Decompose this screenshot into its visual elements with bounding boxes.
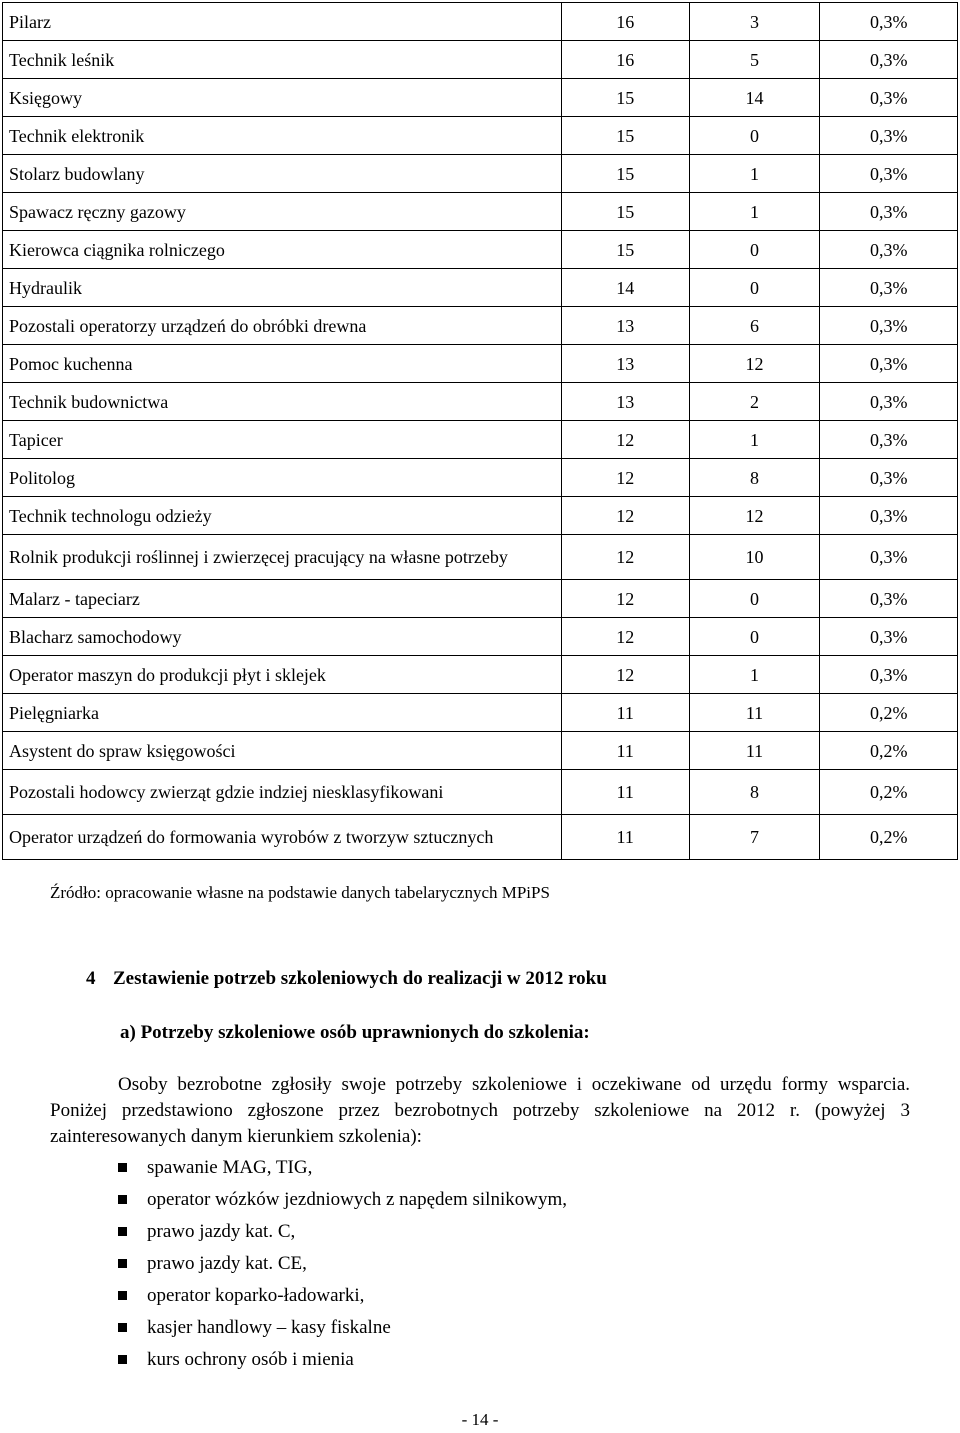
count-b-cell: 0 [689, 117, 820, 155]
list-item [118, 1251, 567, 1283]
table-source-note: Źródło: opracowanie własne na podstawie danych tabelarycznych MPiPS [50, 883, 550, 902]
count-a-cell: 11 [561, 815, 689, 860]
list-item-text: spawanie MAG, TIG, [147, 1157, 313, 1178]
count-b-cell: 14 [689, 79, 820, 117]
occupation-name-cell: Pozostali operatorzy urządzeń do obróbki drewna [3, 307, 562, 345]
table-row [3, 656, 958, 694]
subsection-heading: a) Potrzeby szkoleniowe osób uprawnionych do szkolenia: [120, 1022, 590, 1043]
list-item [118, 1187, 567, 1219]
list-item-text: operator wózków jezdniowych z napędem silnikowym, [147, 1189, 567, 1210]
occupation-name-cell: Malarz - tapeciarz [3, 580, 562, 618]
percent-cell: 0,3% [820, 383, 958, 421]
count-b-cell: 0 [689, 580, 820, 618]
percent-cell: 0,3% [820, 155, 958, 193]
count-a-cell: 11 [561, 770, 689, 815]
occupation-name-cell: Pilarz [3, 3, 562, 41]
count-b-cell: 3 [689, 3, 820, 41]
percent-cell: 0,3% [820, 535, 958, 580]
count-a-cell: 11 [561, 694, 689, 732]
count-b-cell: 1 [689, 193, 820, 231]
table-row [3, 732, 958, 770]
count-a-cell: 12 [561, 535, 689, 580]
count-b-cell: 1 [689, 656, 820, 694]
occupation-table-body [3, 3, 958, 860]
table-row [3, 580, 958, 618]
percent-cell: 0,3% [820, 656, 958, 694]
intro-paragraph-text: Osoby bezrobotne zgłosiły swoje potrzeby szkoleniowe i oczekiwane od urzędu formy wsparcia. Poniżej przedstawiono zgłoszone przez bezrobotnych potrzeby szkoleniowe na 2012 r. (powyżej 3 zainteresowanych danym kierunkiem szkolenia): [50, 1074, 910, 1147]
occupation-name-cell: Pomoc kuchenna [3, 345, 562, 383]
percent-cell: 0,3% [820, 307, 958, 345]
list-item [118, 1155, 567, 1187]
count-a-cell: 15 [561, 231, 689, 269]
occupation-name-cell: Pielęgniarka [3, 694, 562, 732]
occupation-name-cell: Blacharz samochodowy [3, 618, 562, 656]
occupation-name-cell: Technik leśnik [3, 41, 562, 79]
occupation-name-cell: Rolnik produkcji roślinnej i zwierzęcej pracujący na własne potrzeby [3, 535, 562, 580]
square-bullet-icon [118, 1195, 127, 1204]
count-b-cell: 8 [689, 770, 820, 815]
list-item [118, 1283, 567, 1315]
occupation-name-cell: Kierowca ciągnika rolniczego [3, 231, 562, 269]
count-a-cell: 12 [561, 459, 689, 497]
count-b-cell: 12 [689, 497, 820, 535]
count-a-cell: 16 [561, 41, 689, 79]
table-row [3, 345, 958, 383]
table-row [3, 535, 958, 580]
occupation-name-cell: Asystent do spraw księgowości [3, 732, 562, 770]
count-a-cell: 15 [561, 193, 689, 231]
count-a-cell: 12 [561, 580, 689, 618]
count-b-cell: 1 [689, 421, 820, 459]
percent-cell: 0,2% [820, 770, 958, 815]
occupation-name-cell: Hydraulik [3, 269, 562, 307]
percent-cell: 0,2% [820, 732, 958, 770]
count-a-cell: 15 [561, 155, 689, 193]
count-b-cell: 0 [689, 618, 820, 656]
table-row [3, 41, 958, 79]
count-b-cell: 2 [689, 383, 820, 421]
occupation-name-cell: Tapicer [3, 421, 562, 459]
percent-cell: 0,3% [820, 193, 958, 231]
percent-cell: 0,3% [820, 497, 958, 535]
count-a-cell: 12 [561, 497, 689, 535]
table-row [3, 79, 958, 117]
page-number: - 14 - [461, 1410, 499, 1429]
list-item [118, 1219, 567, 1251]
count-b-cell: 10 [689, 535, 820, 580]
section-heading [86, 968, 607, 990]
count-b-cell: 7 [689, 815, 820, 860]
section-number: 4 [86, 968, 96, 989]
table-row [3, 117, 958, 155]
count-a-cell: 13 [561, 307, 689, 345]
count-a-cell: 16 [561, 3, 689, 41]
table-row [3, 155, 958, 193]
table-row [3, 770, 958, 815]
count-b-cell: 0 [689, 269, 820, 307]
occupation-name-cell: Stolarz budowlany [3, 155, 562, 193]
table-row [3, 815, 958, 860]
count-b-cell: 11 [689, 694, 820, 732]
percent-cell: 0,3% [820, 618, 958, 656]
count-a-cell: 13 [561, 383, 689, 421]
table-row [3, 269, 958, 307]
count-b-cell: 5 [689, 41, 820, 79]
list-item-text: prawo jazdy kat. CE, [147, 1253, 307, 1274]
table-row [3, 383, 958, 421]
percent-cell: 0,3% [820, 421, 958, 459]
count-a-cell: 12 [561, 656, 689, 694]
count-b-cell: 11 [689, 732, 820, 770]
percent-cell: 0,3% [820, 459, 958, 497]
square-bullet-icon [118, 1323, 127, 1332]
list-item [118, 1315, 567, 1347]
count-a-cell: 13 [561, 345, 689, 383]
occupation-name-cell: Księgowy [3, 79, 562, 117]
occupation-name-cell: Technik technologu odzieży [3, 497, 562, 535]
occupation-name-cell: Operator urządzeń do formowania wyrobów z tworzyw sztucznych [3, 815, 562, 860]
table-row [3, 618, 958, 656]
percent-cell: 0,3% [820, 41, 958, 79]
occupation-table [2, 2, 958, 860]
percent-cell: 0,3% [820, 79, 958, 117]
table-row [3, 694, 958, 732]
table-row [3, 421, 958, 459]
training-needs-list [118, 1155, 567, 1379]
square-bullet-icon [118, 1355, 127, 1364]
occupation-name-cell: Politolog [3, 459, 562, 497]
list-item-text: kurs ochrony osób i mienia [147, 1349, 354, 1370]
count-a-cell: 15 [561, 79, 689, 117]
percent-cell: 0,3% [820, 117, 958, 155]
count-b-cell: 12 [689, 345, 820, 383]
count-a-cell: 11 [561, 732, 689, 770]
occupation-name-cell: Pozostali hodowcy zwierząt gdzie indziej niesklasyfikowani [3, 770, 562, 815]
list-item-text: operator koparko-ładowarki, [147, 1285, 365, 1306]
table-row [3, 231, 958, 269]
percent-cell: 0,3% [820, 3, 958, 41]
count-a-cell: 14 [561, 269, 689, 307]
occupation-name-cell: Technik budownictwa [3, 383, 562, 421]
count-b-cell: 8 [689, 459, 820, 497]
count-a-cell: 15 [561, 117, 689, 155]
section-title: Zestawienie potrzeb szkoleniowych do realizacji w 2012 roku [113, 968, 607, 989]
list-item-text: prawo jazdy kat. C, [147, 1221, 296, 1242]
occupation-name-cell: Operator maszyn do produkcji płyt i sklejek [3, 656, 562, 694]
table-row [3, 3, 958, 41]
percent-cell: 0,3% [820, 231, 958, 269]
count-a-cell: 12 [561, 618, 689, 656]
list-item-text: kasjer handlowy – kasy fiskalne [147, 1317, 391, 1338]
percent-cell: 0,2% [820, 815, 958, 860]
percent-cell: 0,2% [820, 694, 958, 732]
square-bullet-icon [118, 1163, 127, 1172]
square-bullet-icon [118, 1227, 127, 1236]
table-row [3, 459, 958, 497]
count-b-cell: 1 [689, 155, 820, 193]
list-item [118, 1347, 567, 1379]
percent-cell: 0,3% [820, 345, 958, 383]
count-b-cell: 0 [689, 231, 820, 269]
count-a-cell: 12 [561, 421, 689, 459]
percent-cell: 0,3% [820, 580, 958, 618]
table-row [3, 497, 958, 535]
square-bullet-icon [118, 1259, 127, 1268]
table-row [3, 307, 958, 345]
occupation-name-cell: Spawacz ręczny gazowy [3, 193, 562, 231]
occupation-name-cell: Technik elektronik [3, 117, 562, 155]
intro-paragraph [50, 1072, 910, 1150]
percent-cell: 0,3% [820, 269, 958, 307]
count-b-cell: 6 [689, 307, 820, 345]
table-row [3, 193, 958, 231]
square-bullet-icon [118, 1291, 127, 1300]
